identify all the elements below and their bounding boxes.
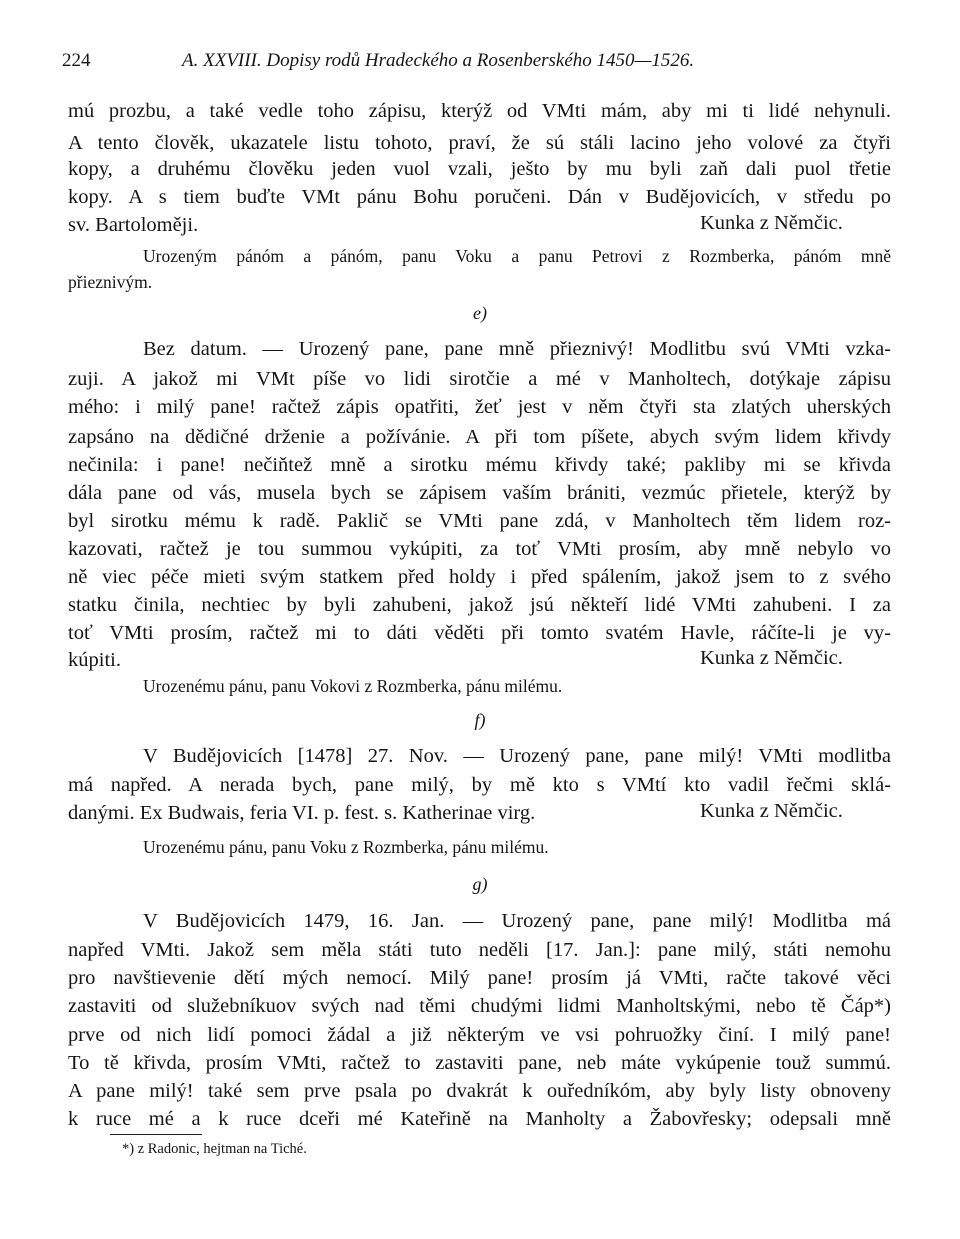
footnote: *) z Radonic, hejtman na Tiché. bbox=[122, 1141, 307, 1157]
text-line: sv. Bartoloměji. bbox=[68, 214, 199, 236]
running-title: A. XXVIII. Dopisy rodů Hradeckého a Rosenberského 1450—1526. bbox=[182, 50, 695, 71]
text-line: prve od nich lidí pomoci žádal a již některým ve vsi pohruožky činí. I milý pane! bbox=[68, 1024, 891, 1046]
text-line: V Budějovicích [1478] 27. Nov. — Urozený pane, pane milý! VMti modlitba bbox=[143, 745, 891, 767]
letter-label: f) bbox=[474, 710, 486, 730]
text-line: kúpiti. bbox=[68, 649, 121, 671]
text-line: pro navštievenie dětí mých nemocí. Milý pane! prosím já VMti, račte takové věci bbox=[68, 967, 891, 989]
address-line: Urozenému pánu, panu Vokovi z Rozmberka, pánu milému. bbox=[143, 676, 563, 696]
text-line: napřed VMti. Jakož sem měla státi tuto neděli [17. Jan.]: pane milý, státi nemohu bbox=[68, 939, 891, 961]
text-line: dála pane od vás, musela bych se zápisem vaším brániti, vezmúc přietele, kterýž by bbox=[68, 482, 891, 504]
text-line: zapsáno na dědičné drženie a požívánie. A při tom píšete, abych svým lidem křivdy bbox=[68, 426, 891, 448]
signature: Kunka z Němčic. bbox=[700, 647, 843, 669]
text-line: mého: i milý pane! račtež zápis opatřiti, žeť jest v něm čtyři sta zlatých uherských bbox=[68, 396, 891, 418]
page-number: 224 bbox=[62, 50, 91, 71]
text-line: A tento člověk, ukazatele listu tohoto, praví, že sú stáli lacino jeho volové za čtyři bbox=[68, 132, 891, 154]
text-line: ně viec péče mieti svým statkem před holdy i před spálením, jakož jsem to z svého bbox=[68, 566, 891, 588]
letter-label: e) bbox=[473, 303, 487, 323]
text-line: toť VMti prosím, račtež mi to dáti věděti při tomto svatém Havle, ráčíte-li je vy- bbox=[68, 622, 891, 644]
address-line: Urozeným pánóm a pánóm, panu Voku a panu Petrovi z Rozmberka, pánóm mně bbox=[143, 246, 891, 266]
text-line: má napřed. A nerada bych, pane milý, by mě kto s VMtí kto vadil řečmi sklá- bbox=[68, 774, 891, 796]
signature: Kunka z Němčic. bbox=[700, 800, 843, 822]
text-line: danými. Ex Budwais, feria VI. p. fest. s. Katherinae virg. bbox=[68, 802, 536, 824]
text-line: k ruce mé a k ruce dceři mé Kateřině na Manholty a Žabovřesky; odepsali mně bbox=[68, 1108, 891, 1130]
text-line: statku činila, nechtiec by byli zahubeni, jakož jsú někteří lidé VMti zahubeni. I za bbox=[68, 594, 891, 616]
text-line: nečinila: i pane! nečiňtež mně a sirotku mému křivdy také; pakliby mi se křivda bbox=[68, 454, 891, 476]
footnote-rule bbox=[110, 1134, 202, 1135]
text-line: kopy, a druhému člověku jeden vuol vzali, ješto by mu byli zaň dali puol třetie bbox=[68, 158, 891, 180]
signature: Kunka z Němčic. bbox=[700, 212, 843, 234]
letter-label: g) bbox=[472, 874, 488, 894]
text-line: V Budějovicích 1479, 16. Jan. — Urozený pane, pane milý! Modlitba má bbox=[143, 910, 891, 932]
text-line: A pane milý! také sem prve psala po dvakrát k ouředníkóm, aby byly listy obnoveny bbox=[68, 1080, 891, 1102]
address-line: přieznivým. bbox=[68, 272, 153, 292]
text-line: zuji. A jakož mi VMt píše vo lidi sirotčie a mé v Manholtech, dotýkaje zápisu bbox=[68, 368, 891, 390]
text-line: kopy. A s tiem buďte VMt pánu Bohu poručeni. Dán v Budějovicích, v středu po bbox=[68, 186, 891, 208]
address-line: Urozenému pánu, panu Voku z Rozmberka, pánu milému. bbox=[143, 837, 549, 857]
text-line: zastaviti od služebníkuov svých nad těmi chudými lidmi Manholtskými, nebo tě Čáp*) bbox=[68, 995, 891, 1017]
text-line: byl sirotku mému k radě. Paklič se VMti pane zdá, v Manholtech těm lidem roz- bbox=[68, 510, 891, 532]
text-line: To tě křivda, prosím VMti, račtež to zastaviti pane, neb máte vykúpenie touž summú. bbox=[68, 1052, 891, 1074]
text-line: mú prozbu, a také vedle toho zápisu, kterýž od VMti mám, aby mi ti lidé nehynuli. bbox=[68, 100, 891, 122]
text-line: kazovati, račtež je tou summou vykúpiti, za toť VMti prosím, aby mně nebylo vo bbox=[68, 538, 891, 560]
text-line: Bez datum. — Urozený pane, pane mně přieznivý! Modlitbu svú VMti vzka- bbox=[143, 338, 891, 360]
page-header bbox=[62, 50, 902, 76]
